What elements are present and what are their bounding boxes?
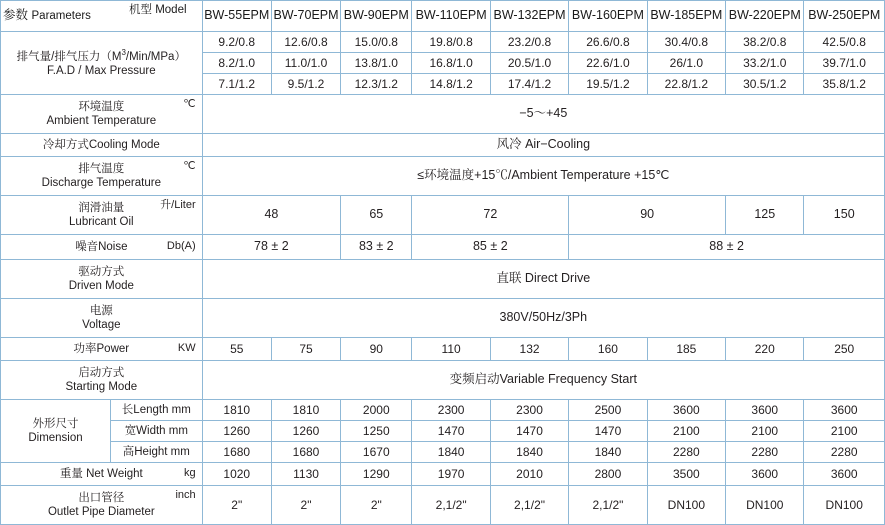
cell-value-height: 1840 — [490, 442, 568, 463]
cell-value-width: 1470 — [569, 421, 647, 442]
cell-value: 19.5/1.2 — [569, 74, 647, 95]
cell-value: 22.8/1.2 — [647, 74, 725, 95]
cell-value-outlet: 2,1/2" — [490, 486, 568, 525]
table-row-starting-mode — [1, 361, 885, 400]
cell-value: 39.7/1.0 — [804, 53, 885, 74]
cell-value: 12.6/0.8 — [271, 32, 340, 53]
cell-value: 26.6/0.8 — [569, 32, 647, 53]
cell-value-weight: 2800 — [569, 463, 647, 486]
model-column-header: BW-250EPM — [804, 1, 885, 32]
table-row-net-weight — [1, 463, 885, 486]
cell-value-width: 2100 — [804, 421, 885, 442]
cell-value: 15.0/0.8 — [341, 32, 412, 53]
row-label-net-weight — [1, 463, 203, 486]
cell-value-width: 1260 — [271, 421, 340, 442]
cell-value-weight: 1290 — [341, 463, 412, 486]
cell-value-width: 1260 — [202, 421, 271, 442]
cell-value-lubricant: 125 — [726, 196, 804, 235]
model-column-header: BW-110EPM — [412, 1, 490, 32]
cell-value-width: 1470 — [490, 421, 568, 442]
cell-value-starting: 变频启动Variable Frequency Start — [202, 361, 884, 400]
row-label-voltage-en: Voltage — [82, 319, 121, 331]
cell-value-power: 55 — [202, 338, 271, 361]
cell-value: 8.2/1.0 — [202, 53, 271, 74]
table-row-dimension-length — [1, 400, 885, 421]
row-label-discharge-en: Discharge Temperature — [41, 177, 161, 189]
row-label-outlet-en: Outlet Pipe Diameter — [47, 506, 155, 518]
cell-value-length: 3600 — [647, 400, 725, 421]
cell-value-height: 1670 — [341, 442, 412, 463]
cell-value-outlet: DN100 — [804, 486, 885, 525]
cell-value-noise: 78 ± 2 — [202, 235, 341, 260]
row-label-dimension — [1, 400, 111, 463]
row-label-outlet-pipe-diameter — [1, 486, 203, 525]
cell-value-power: 132 — [490, 338, 568, 361]
cell-value: 30.5/1.2 — [726, 74, 804, 95]
row-label-dimension-en: Dimension — [28, 432, 83, 444]
cell-value-width: 2100 — [647, 421, 725, 442]
model-column-header: BW-185EPM — [647, 1, 725, 32]
cell-value-power: 110 — [412, 338, 490, 361]
row-label-cooling-mode — [1, 134, 203, 157]
cell-value-noise: 83 ± 2 — [341, 235, 412, 260]
row-label-lubricant-en: Lubricant Oil — [69, 216, 134, 228]
row-label-voltage-cn: 电源 — [89, 304, 113, 317]
cell-value-weight: 1130 — [271, 463, 340, 486]
table-row-voltage — [1, 299, 885, 338]
cell-value: 23.2/0.8 — [490, 32, 568, 53]
row-label-dimension-cn: 外形尺寸 — [32, 417, 79, 430]
table-row-power — [1, 338, 885, 361]
table-row-discharge-temperature — [1, 157, 885, 196]
table-row-driven-mode — [1, 260, 885, 299]
cell-value: 9.2/0.8 — [202, 32, 271, 53]
cell-value: 13.8/1.0 — [341, 53, 412, 74]
cell-value-outlet: 2,1/2" — [412, 486, 490, 525]
cell-value-length: 1810 — [202, 400, 271, 421]
row-label-cooling-cn: 冷却方式 — [42, 138, 89, 151]
cell-value-lubricant: 65 — [341, 196, 412, 235]
cell-value: 7.1/1.2 — [202, 74, 271, 95]
cell-value-weight: 2010 — [490, 463, 568, 486]
row-label-power — [1, 338, 203, 361]
cell-value: 42.5/0.8 — [804, 32, 885, 53]
cell-value: 9.5/1.2 — [271, 74, 340, 95]
parameters-header-cn: 参数 — [3, 8, 29, 23]
table-row-outlet-pipe-diameter — [1, 486, 885, 525]
row-label-ambient-en: Ambient Temperature — [46, 115, 157, 127]
cell-value-weight: 3600 — [726, 463, 804, 486]
cell-value: 30.4/0.8 — [647, 32, 725, 53]
cell-value-lubricant: 90 — [569, 196, 726, 235]
model-column-header: BW-90EPM — [341, 1, 412, 32]
row-unit-outlet: inch — [175, 489, 196, 501]
row-label-weight-cn: 重量 — [59, 467, 83, 480]
table-row-dimension-height — [1, 442, 885, 463]
row-label-noise-cn: 噪音Noise — [75, 240, 128, 253]
cell-value: 14.8/1.2 — [412, 74, 490, 95]
cell-value: 22.6/1.0 — [569, 53, 647, 74]
cell-value-length: 3600 — [726, 400, 804, 421]
cell-value: 19.8/0.8 — [412, 32, 490, 53]
cell-value-height: 2280 — [804, 442, 885, 463]
table-row-cooling-mode — [1, 134, 885, 157]
cell-value: 35.8/1.2 — [804, 74, 885, 95]
cell-value-length: 1810 — [271, 400, 340, 421]
cell-value: 17.4/1.2 — [490, 74, 568, 95]
cell-value-outlet: 2" — [271, 486, 340, 525]
cell-value-power: 220 — [726, 338, 804, 361]
cell-value: 38.2/0.8 — [726, 32, 804, 53]
cell-value-length: 2500 — [569, 400, 647, 421]
row-label-driven-mode — [1, 260, 203, 299]
cell-value-power: 75 — [271, 338, 340, 361]
cell-value-height: 1840 — [412, 442, 490, 463]
cell-value: 33.2/1.0 — [726, 53, 804, 74]
row-label-noise — [1, 235, 203, 260]
cell-value-power: 90 — [341, 338, 412, 361]
row-label-lubricant-oil — [1, 196, 203, 235]
cell-value-cooling: 风冷 Air−Cooling — [202, 134, 884, 157]
cell-value: 12.3/1.2 — [341, 74, 412, 95]
row-label-fad-cn: 排气量/排气压力$(M^3/Min/MPa)$ — [16, 47, 186, 63]
row-unit-discharge: ℃ — [183, 160, 196, 172]
cell-value-width: 1470 — [412, 421, 490, 442]
cell-value-length: 2000 — [341, 400, 412, 421]
table-row-ambient-temperature — [1, 95, 885, 134]
cell-value-weight: 1020 — [202, 463, 271, 486]
sub-row-label-width: 宽Width mm — [110, 421, 202, 442]
model-column-header: BW-55EPM — [202, 1, 271, 32]
row-label-cooling-en: Cooling Mode — [88, 138, 160, 151]
cell-value: 26/1.0 — [647, 53, 725, 74]
cell-value-outlet: 2" — [202, 486, 271, 525]
cell-value-driven: 直联 Direct Drive — [202, 260, 884, 299]
cell-value-width: 2100 — [726, 421, 804, 442]
row-label-starting-cn: 启动方式 — [78, 366, 125, 379]
cell-value-weight: 3500 — [647, 463, 725, 486]
table-row-lubricant-oil — [1, 196, 885, 235]
row-label-ambient-cn: 环境温度 — [78, 100, 125, 113]
table-row-fad-1 — [1, 32, 885, 53]
cell-value-noise: 88 ± 2 — [569, 235, 885, 260]
cell-value: 16.8/1.0 — [412, 53, 490, 74]
cell-value-height: 1840 — [569, 442, 647, 463]
cell-value-height: 1680 — [271, 442, 340, 463]
row-label-driven-en: Driven Mode — [68, 280, 134, 292]
parameters-header-en: Parameters — [31, 10, 91, 23]
cell-value-ambient: −5～+45 — [202, 95, 884, 134]
row-unit-lubricant: 升/Liter — [160, 199, 196, 211]
cell-value-lubricant: 150 — [804, 196, 885, 235]
model-column-header: BW-220EPM — [726, 1, 804, 32]
table-row-noise — [1, 235, 885, 260]
model-column-header: BW-70EPM — [271, 1, 340, 32]
row-label-outlet-cn: 出口管径 — [78, 491, 125, 504]
cell-value-length: 3600 — [804, 400, 885, 421]
row-label-weight-en: Net Weight — [86, 467, 143, 480]
sub-row-label-height: 高Height mm — [110, 442, 202, 463]
cell-value-lubricant: 48 — [202, 196, 341, 235]
cell-value: 11.0/1.0 — [271, 53, 340, 74]
cell-value-power: 185 — [647, 338, 725, 361]
cell-value-outlet: DN100 — [647, 486, 725, 525]
row-label-fad-en: F.A.D / Max Pressure — [47, 64, 156, 77]
model-column-header: BW-160EPM — [569, 1, 647, 32]
cell-value-width: 1250 — [341, 421, 412, 442]
cell-value-outlet: DN100 — [726, 486, 804, 525]
cell-value-weight: 1970 — [412, 463, 490, 486]
row-label-power-cn: 功率Power — [73, 342, 130, 355]
cell-value-power: 160 — [569, 338, 647, 361]
row-unit-power: KW — [177, 342, 196, 355]
row-label-lubricant-cn: 润滑油量 — [78, 201, 125, 214]
row-label-starting-en: Starting Mode — [65, 381, 138, 393]
row-label-ambient-temperature — [1, 95, 203, 134]
sub-row-label-length: 长Length mm — [110, 400, 202, 421]
row-label-voltage — [1, 299, 203, 338]
model-column-header: BW-132EPM — [490, 1, 568, 32]
table-row-dimension-width — [1, 421, 885, 442]
cell-value-height: 2280 — [726, 442, 804, 463]
cell-value-height: 2280 — [647, 442, 725, 463]
row-label-driven-cn: 驱动方式 — [78, 265, 125, 278]
cell-value-power: 250 — [804, 338, 885, 361]
row-label-starting-mode — [1, 361, 203, 400]
cell-value-discharge: ≤环境温度+15℃/Ambient Temperature +15℃ — [202, 157, 884, 196]
cell-value-height: 1680 — [202, 442, 271, 463]
cell-value-length: 2300 — [412, 400, 490, 421]
cell-value-length: 2300 — [490, 400, 568, 421]
row-unit-noise: Db(A) — [166, 240, 196, 253]
cell-value-voltage: 380V/50Hz/3Ph — [202, 299, 884, 338]
row-unit-ambient: ℃ — [183, 98, 196, 110]
model-header-label: 机型 Model — [129, 4, 187, 16]
row-label-fad — [1, 32, 203, 95]
table-header-row — [1, 1, 885, 32]
cell-value-outlet: 2" — [341, 486, 412, 525]
cell-value-lubricant: 72 — [412, 196, 569, 235]
cell-value-weight: 3600 — [804, 463, 885, 486]
row-label-discharge-temperature — [1, 157, 203, 196]
parameters-header — [1, 1, 203, 32]
row-label-discharge-cn: 排气温度 — [78, 162, 125, 175]
cell-value-noise: 85 ± 2 — [412, 235, 569, 260]
cell-value: 20.5/1.0 — [490, 53, 568, 74]
cell-value-outlet: 2,1/2" — [569, 486, 647, 525]
row-unit-weight: kg — [184, 467, 196, 480]
